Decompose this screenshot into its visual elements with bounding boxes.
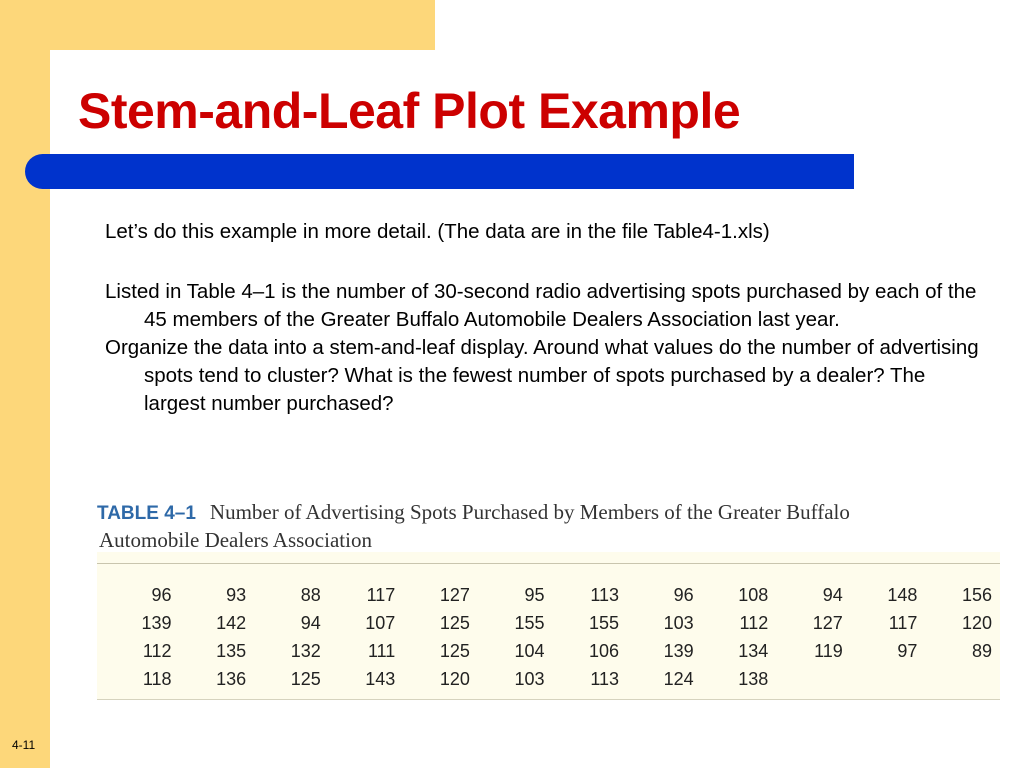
table-cell: 132 — [290, 641, 321, 661]
table-cell: 103 — [514, 669, 545, 689]
table-cell — [843, 665, 918, 693]
table-cell: 127 — [439, 585, 470, 605]
table-cell: 120 — [439, 669, 470, 689]
table-cell: 104 — [514, 641, 545, 661]
table-cell: 94 — [300, 613, 321, 633]
table-cell: 155 — [589, 613, 620, 633]
table-cell: 88 — [300, 585, 321, 605]
table-caption-line-2: Automobile Dealers Association — [99, 528, 372, 552]
table-cell: 119 — [814, 641, 843, 661]
table-cell: 103 — [663, 613, 694, 633]
top-accent-band — [0, 0, 435, 50]
slide-title: Stem-and-Leaf Plot Example — [78, 83, 741, 139]
title-underline-bar — [25, 154, 854, 189]
table-cell — [917, 665, 992, 693]
slide-body — [105, 218, 985, 418]
table-cell: 113 — [590, 585, 620, 605]
table-cell: 112 — [142, 641, 172, 661]
table-rule — [97, 563, 1000, 564]
intro-paragraph: Let’s do this example in more detail. (The data are in the file Table4-1.xls) — [105, 220, 770, 243]
table-cell: 148 — [887, 585, 918, 605]
table-cell: 107 — [365, 613, 396, 633]
table-cell: 139 — [663, 641, 694, 661]
table-cell: 97 — [897, 641, 918, 661]
table-cell: 155 — [514, 613, 545, 633]
table-cell: 138 — [738, 669, 769, 689]
table-cell: 106 — [589, 641, 620, 661]
table-cell: 125 — [439, 613, 470, 633]
table-cell: 134 — [738, 641, 769, 661]
data-table-figure — [97, 497, 1000, 700]
left-accent-band — [0, 0, 50, 768]
table-cell: 108 — [738, 585, 769, 605]
table-cell: 143 — [365, 669, 396, 689]
table-cell: 125 — [439, 641, 470, 661]
table-caption-line-1: Number of Advertising Spots Purchased by Members of the Greater Buffalo — [209, 500, 850, 524]
table-cell: 89 — [971, 641, 992, 661]
slide-number: 4-11 — [12, 738, 36, 752]
table-cell: 139 — [141, 613, 172, 633]
table-cell: 135 — [216, 641, 247, 661]
table-cell: 142 — [216, 613, 247, 633]
table-cell: 117 — [888, 613, 918, 633]
table-cell: 124 — [663, 669, 694, 689]
table-cell: 93 — [226, 585, 247, 605]
table-cell: 113 — [590, 669, 620, 689]
table-cell: 120 — [961, 613, 992, 633]
table-cell: 118 — [142, 669, 172, 689]
table-cell: 125 — [290, 669, 321, 689]
table-caption — [97, 497, 1000, 552]
table-cell: 136 — [216, 669, 247, 689]
table-cell: 95 — [524, 585, 545, 605]
table-cell: 156 — [961, 585, 992, 605]
question-paragraph: Organize the data into a stem-and-leaf display. Around what values do the number of advertising spots tend to cluster? What is the fewest number of spots purchased by a dealer? The largest number purchased? — [105, 336, 979, 415]
table-cell — [768, 665, 843, 693]
data-table — [97, 581, 992, 693]
table-cell: 112 — [739, 613, 769, 633]
table-cell: 111 — [367, 641, 396, 661]
description-paragraph: Listed in Table 4–1 is the number of 30-second radio advertising spots purchased by each of the 45 members of the Greater Buffalo Automobile Dealers Association last year. — [105, 280, 977, 331]
table-cell: 96 — [151, 585, 172, 605]
table-cell: 94 — [822, 585, 843, 605]
table-cell: 117 — [366, 585, 396, 605]
table-cell: 96 — [673, 585, 694, 605]
table-label: TABLE 4–1 — [97, 503, 196, 524]
table-cell: 127 — [812, 613, 843, 633]
